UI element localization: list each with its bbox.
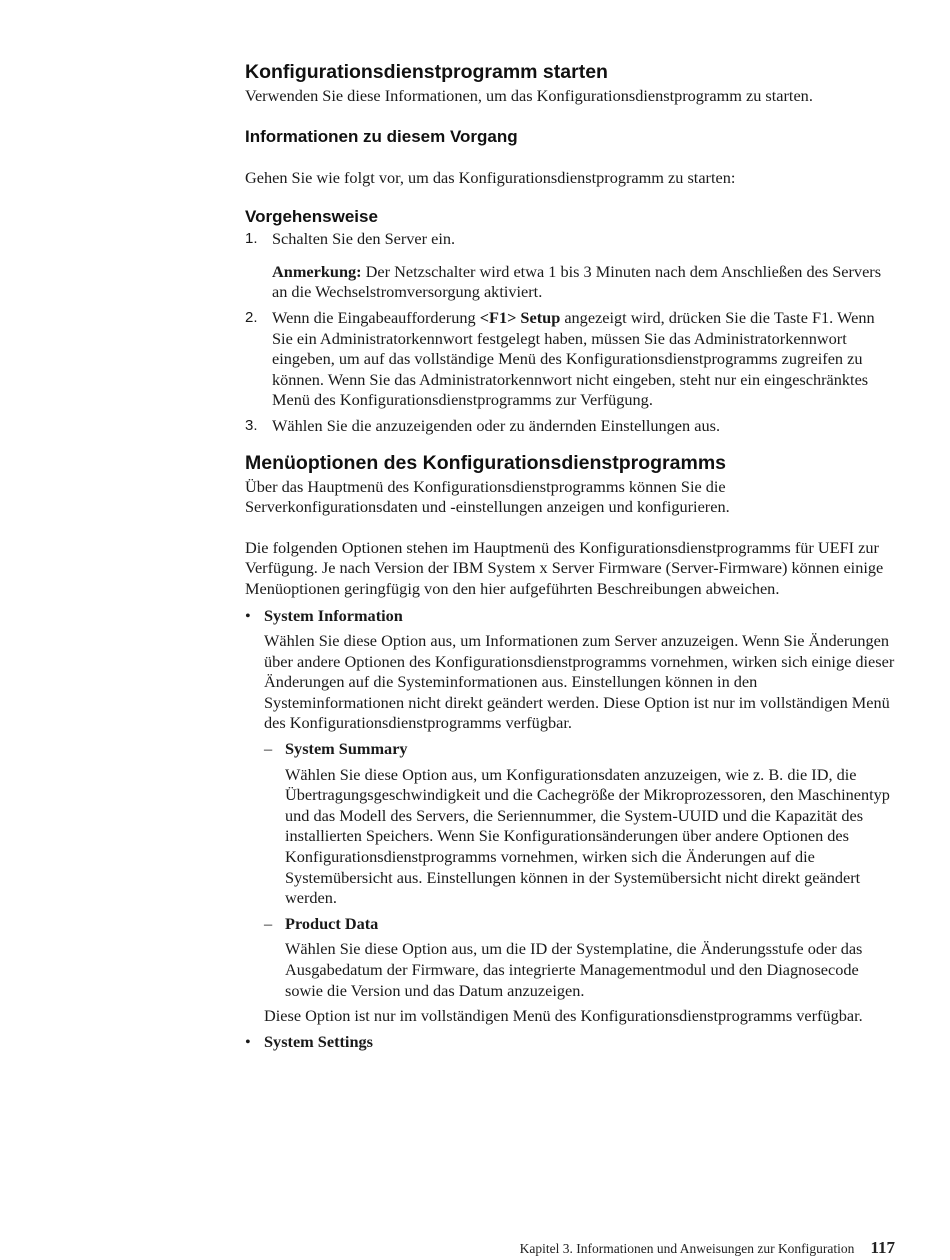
step-2 xyxy=(245,308,897,411)
sub-option-text: Wählen Sie diese Option aus, um Konfigurationsdaten anzuzeigen, wie z. B. die ID, die Übertragungsgeschwindigkeit und die Cachegröße der Mikroprozessoren, den Maschinentyp und das Modell des Servers, die Seriennummer, die System-UUID und die Kapazität des installierten Speichers. Wenn Sie Konfigurationsänderungen über andere Optionen des Konfigurationsdienstprogramms vornehmen, wirken sich die Änderungen auf die Systemübersicht aus. Einstellungen können in der Systemübersicht nicht direkt geändert werden. xyxy=(285,764,890,908)
menu-options-text: Die folgenden Optionen stehen im Hauptmenü des Konfigurationsdienstprogramms für UEFI zur Verfügung. Je nach Version der IBM System x Server Firmware (Server-Firmware) können einige Menüoptionen geringfügig von den hier aufgeführten Beschreibungen abweichen. xyxy=(245,537,884,598)
dash-icon: – xyxy=(264,913,273,933)
start-intro: Verwenden Sie diese Informationen, um das Konfigurationsdienstprogramm zu starten. xyxy=(245,86,813,105)
sub-option-text: Wählen Sie diese Option aus, um die ID der Systemplatine, die Änderungsstufe oder das Ausgabedatum der Firmware, das integrierte Managementmodul und den Diagnosecode sowie die Version und das Datum anzuzeigen. xyxy=(285,939,863,1000)
page-footer xyxy=(0,1238,895,1259)
page-number: 117 xyxy=(870,1238,895,1257)
bullet-icon: • xyxy=(245,1031,251,1051)
step-text xyxy=(272,308,897,411)
footer-chapter: Kapitel 3. Informationen und Anweisungen zur Konfiguration xyxy=(519,1241,855,1256)
about-text: Gehen Sie wie folgt vor, um das Konfigurationsdienstprogramm zu starten: xyxy=(245,167,736,187)
step-text: Wählen Sie die anzuzeigenden oder zu ändernden Einstellungen aus. xyxy=(272,415,721,435)
about-heading: Informationen zu diesem Vorgang xyxy=(245,126,518,146)
sub-option-product-data xyxy=(264,914,897,1001)
step-1 xyxy=(245,229,897,303)
section-title-menu: Menüoptionen des Konfigurationsdienstprogramms xyxy=(245,451,727,474)
dash-icon: – xyxy=(264,739,273,759)
procedure-steps xyxy=(245,229,897,436)
option-closing-text: Diese Option ist nur im vollständigen Menü des Konfigurationsdienstprogramms verfügbar. xyxy=(264,1006,863,1026)
step-3 xyxy=(245,416,897,437)
option-system-settings xyxy=(245,1032,897,1053)
step-text-before: Wenn die Eingabeaufforderung xyxy=(272,307,480,327)
step-text-after: angezeigt wird, drücken Sie die Taste F1. Wenn Sie ein Administratorkennwort festgelegt haben, müssen Sie das Administratorkennwort eingeben, um auf das vollständige Menü des Konfigurationsdienstprogramms zugreifen zu können. Wenn Sie das Administratorkennwort nicht eingeben, steht nur ein eingeschränktes Menü des Konfigurationsdienstprogramms zur Verfügung. xyxy=(272,307,875,410)
sub-option-system-summary xyxy=(264,739,897,909)
option-text: Wählen Sie diese Option aus, um Informationen zum Server anzuzeigen. Wenn Sie Änderungen über andere Optionen des Konfigurationsdienstprogramms vornehmen, wirken sich einige dieser Änderungen auf die Systeminformationen aus. Einstellungen können in den Systeminformationen nicht direkt geändert werden. Diese Option ist nur im vollständigen Menü des Konfigurationsdienstprogramms verfügbar. xyxy=(264,631,895,733)
sub-option-list xyxy=(264,739,897,1001)
step-number: 2. xyxy=(245,308,258,326)
sub-option-title: Product Data xyxy=(285,913,379,933)
option-system-information xyxy=(245,606,897,1027)
f1-setup-prompt: <F1> Setup xyxy=(479,307,561,327)
sub-option-title: System Summary xyxy=(285,739,408,759)
option-title: System Information xyxy=(264,605,403,625)
step-note xyxy=(272,262,897,303)
document-page xyxy=(245,58,897,1052)
bullet-icon: • xyxy=(245,605,251,625)
option-title: System Settings xyxy=(264,1031,373,1051)
section-title-start: Konfigurationsdienstprogramm starten xyxy=(245,61,608,83)
step-number: 1. xyxy=(245,230,258,248)
note-label: Anmerkung: xyxy=(272,261,362,281)
note-text: Der Netzschalter wird etwa 1 bis 3 Minuten nach dem Anschließen des Servers an die Wechselstromversorgung aktiviert. xyxy=(272,261,882,302)
menu-option-list xyxy=(245,606,897,1053)
menu-intro: Über das Hauptmenü des Konfigurationsdienstprogramms können Sie die Serverkonfigurationsdaten und -einstellungen anzeigen und konfigurieren. xyxy=(245,476,730,517)
step-number: 3. xyxy=(245,416,258,434)
procedure-heading: Vorgehensweise xyxy=(245,207,378,227)
step-text: Schalten Sie den Server ein. xyxy=(272,229,456,249)
